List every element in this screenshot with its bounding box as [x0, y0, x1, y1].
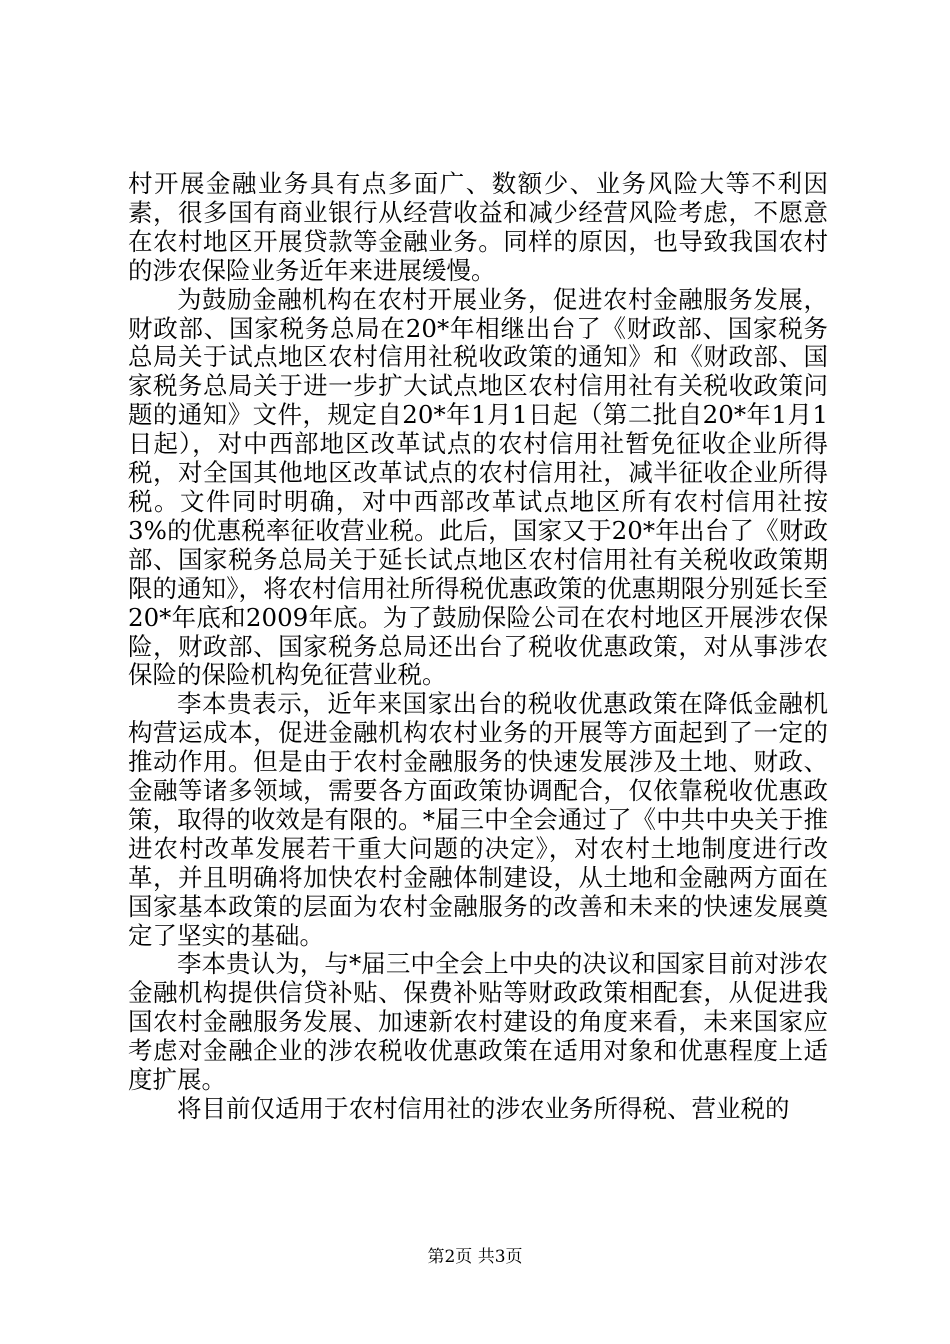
document-body [128, 170, 828, 1124]
paragraph-2: 为鼓励金融机构在农村开展业务，促进农村金融服务发展，财政部、国家税务总局在20*年相继出台了《财政部、国家税务总局关于试点地区农村信用社税收政策的通知》和《财政部、国家税务总局关于进一步扩大试点地区农村信用社有关税收政策问题的通知》文件，规定自20*年1月1日起（第二批自20*年1月1日起），对中西部地区改革试点的农村信用社暂免征收企业所得税，对全国其他地区改革试点的农村信用社，减半征收企业所得税。文件同时明确，对中西部改革试点地区所有农村信用社按3%的优惠税率征收营业税。此后，国家又于20*年出台了《财政部、国家税务总局关于延长试点地区农村信用社有关税收政策期限的通知》，将农村信用社所得税优惠政策的优惠期限分别延长至20*年底和2009年底。为了鼓励保险公司在农村地区开展涉农保险，财政部、国家税务总局还出台了税收优惠政策，对从事涉农保险的保险机构免征营业税。 [128, 284, 828, 690]
page-number-footer: 第2页 共3页 [427, 1247, 523, 1267]
paragraph-1: 村开展金融业务具有点多面广、数额少、业务风险大等不利因素，很多国有商业银行从经营收益和减少经营风险考虑，不愿意在农村地区开展贷款等金融业务。同样的原因，也导致我国农村的涉农保险业务近年来进展缓慢。 [128, 169, 828, 285]
paragraph-4: 李本贵认为，与*届三中全会上中央的决议和国家目前对涉农金融机构提供信贷补贴、保费补贴等财政政策相配套，从促进我国农村金融服务发展、加速新农村建设的角度来看，未来国家应考虑对金融企业的涉农税收优惠政策在适用对象和优惠程度上适度扩展。 [128, 949, 828, 1095]
paragraph-5: 将目前仅适用于农村信用社的涉农业务所得税、营业税的 [177, 1094, 790, 1123]
paragraph-3: 李本贵表示，近年来国家出台的税收优惠政策在降低金融机构营运成本，促进金融机构农村业务的开展等方面起到了一定的推动作用。但是由于农村金融服务的快速发展涉及土地、财政、金融等诸多领域，需要各方面政策协调配合，仅依靠税收优惠政策，取得的收效是有限的。*届三中全会通过了《中共中央关于推进农村改革发展若干重大问题的决定》，对农村土地制度进行改革，并且明确将加快农村金融体制建设，从土地和金融两方面在国家基本政策的层面为农村金融服务的改善和未来的快速发展奠定了坚实的基础。 [128, 689, 828, 950]
